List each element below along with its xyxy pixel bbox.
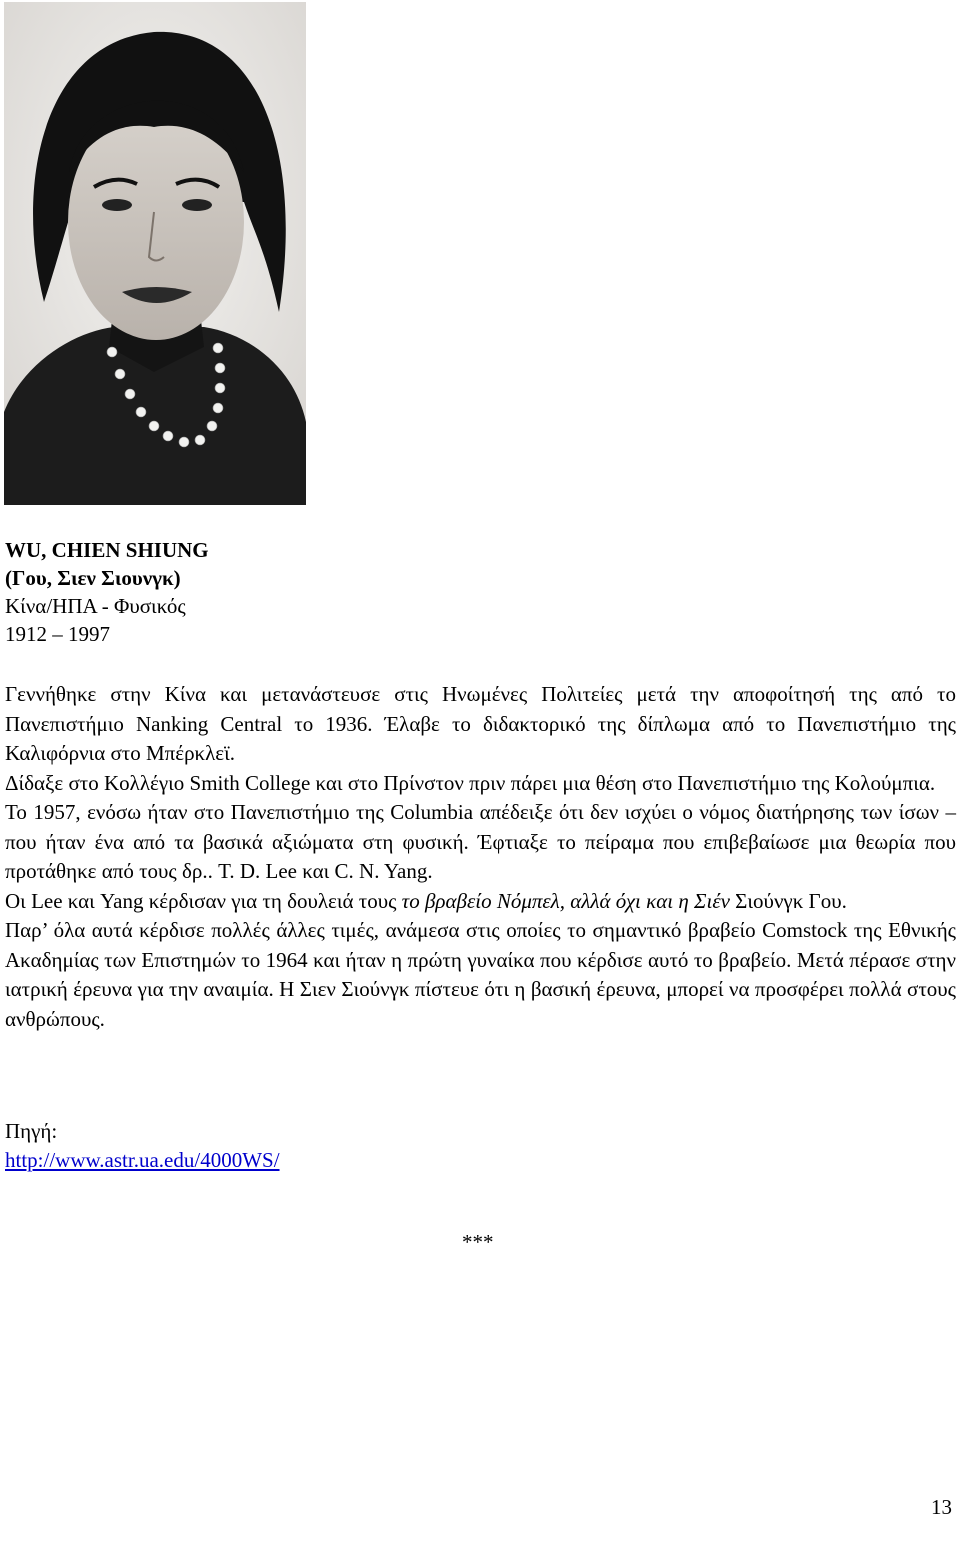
bio-paragraph-4 (5, 887, 956, 917)
person-name-greek: (Γου, Σιεν Σιουνγκ) (5, 566, 181, 590)
bio-paragraph-1: Γεννήθηκε στην Κίνα και μετανάστευσε στις Ηνωμένες Πολιτείες μετά την αποφοίτησή της από το Πανεπιστήμιο Nanking Central το 1936. Έλαβε το διδακτορικό της δίπλωμα από το Πανεπιστήμιο της Καλιφόρνια στο Μπέρκλεϊ. (5, 682, 956, 765)
person-heading (5, 536, 209, 648)
person-name-latin: WU, CHIEN SHIUNG (5, 538, 209, 562)
source-link[interactable]: http://www.astr.ua.edu/4000WS/ (5, 1148, 280, 1172)
person-origin: Κίνα/ΗΠΑ - Φυσικός (5, 594, 186, 618)
bio-paragraph-5: Παρ’ όλα αυτά κέρδισε πολλές άλλες τιμές, ανάμεσα στις οποίες το σημαντικό βραβείο Comstock της Εθνικής Ακαδημίας των Επιστημών το 1964 και ήταν η πρώτη γυναίκα που κέρδισε αυτό το βραβείο. Μετά πέρασε στην ιατρική έρευνα για την αναιμία. Η Σιεν Σιούνγκ πίστευε ότι η βασική έρευνα, μπορεί να προσφέρει πολλά στους ανθρώπους. (5, 918, 956, 1031)
bio-p4-end: Σιούνγκ Γου. (729, 888, 847, 913)
bio-p4-start: Οι Lee και Yang κέρδισαν για τη δουλειά τους (5, 888, 402, 913)
bio-paragraph-2: Δίδαξε στο Κολλέγιο Smith College και στο Πρίνστον πριν πάρει μια θέση στο Πανεπιστήμιο της Κολούμπια. (5, 770, 936, 795)
page-number: 13 (931, 1495, 952, 1519)
portrait-photo (4, 2, 306, 505)
bio-p4-italic: το βραβείο Νόμπελ, αλλά όχι και η Σιέν (401, 888, 730, 913)
person-years: 1912 – 1997 (5, 622, 110, 646)
source-label: Πηγή: (5, 1119, 58, 1143)
biography-text (5, 680, 956, 1034)
section-separator: *** (462, 1230, 494, 1254)
portrait-illustration (4, 2, 306, 505)
bio-paragraph-3: Το 1957, ενόσω ήταν στο Πανεπιστήμιο της Columbia απέδειξε ότι δεν ισχύει ο νόμος διατήρησης των ίσων – που ήταν ένα από τα βασικά αξιώματα στη φυσική. Έφτιαξε το πείραμα που επιβεβαίωσε μια θεωρία που προτάθηκε από τους δρ.. T. D. Lee και C. N. Yang. (5, 800, 956, 883)
source-block (5, 1117, 280, 1175)
